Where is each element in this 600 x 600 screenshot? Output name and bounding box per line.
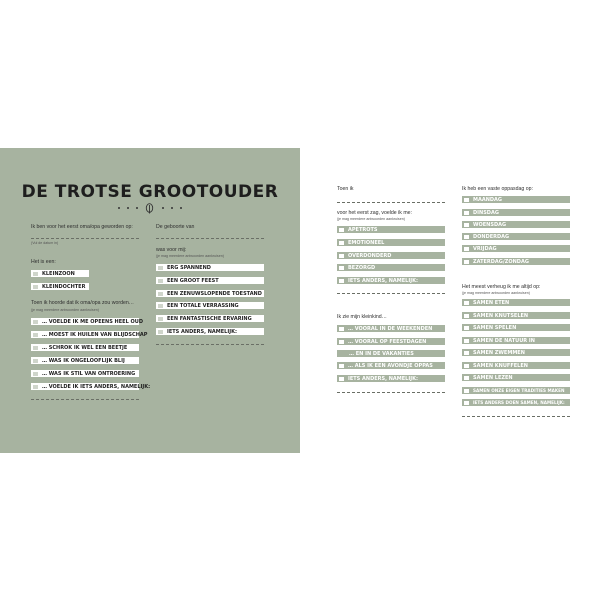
option-something-else-4[interactable]: IETS ANDERS, NAMELIJK:	[337, 375, 445, 382]
option-fantastic-experience[interactable]: EEN FANTASTISCHE ERVARING	[156, 315, 264, 322]
question-it-is-a: Het is een:	[31, 259, 56, 265]
question-when-i: Toen ik	[337, 186, 354, 192]
option-nerve-wracking[interactable]: EEN ZENUWSLOPENDE TOESTAND	[156, 290, 264, 297]
option-emotional[interactable]: EMOTIONEEL	[337, 239, 445, 246]
write-line-other[interactable]	[31, 399, 139, 400]
question-multi-hint-4: (je mag meerdere antwoorden aankruisen)	[462, 291, 530, 295]
write-line-name-2[interactable]	[337, 202, 445, 203]
option-babysit-evening[interactable]: … ALS IK EEN AVONDJE OPPAS	[337, 362, 445, 369]
write-line-name[interactable]	[156, 238, 264, 239]
option-weekend-day[interactable]: ZATERDAG/ZONDAG	[462, 258, 570, 265]
option-monday[interactable]: MAANDAG	[462, 196, 570, 203]
pen-nib-icon	[145, 203, 154, 214]
option-something-else-3[interactable]: IETS ANDERS, NAMELIJK:	[337, 277, 445, 284]
title-ornament	[118, 201, 182, 215]
option-craft-together[interactable]: SAMEN KNUTSELEN	[462, 312, 570, 319]
page-title: DE TROTSE GROOTOUDER	[21, 182, 279, 202]
question-when-heard: Toen ik hoorde dat ik oma/opa zou worden…	[31, 300, 134, 306]
write-line-date[interactable]	[31, 238, 139, 239]
option-play-together[interactable]: SAMEN SPELEN	[462, 324, 570, 331]
write-line-other-2[interactable]	[156, 344, 264, 345]
option-kleinzoon[interactable]: KLEINZOON	[31, 270, 89, 277]
question-look-forward: Het meest verheug ik me altijd op:	[462, 284, 541, 290]
option-cuddle-together[interactable]: SAMEN KNUFFELEN	[462, 362, 570, 369]
question-fixed-babysit-day: Ik heb een vaste oppasdag op:	[462, 186, 533, 192]
question-i-see-grandchild: Ik zie mijn kleinkind…	[337, 314, 387, 320]
write-line-other-3[interactable]	[337, 293, 445, 294]
option-very-happy[interactable]: … WAS IK ONGELOOFLIJK BLIJ	[31, 357, 139, 364]
question-was-for-me: was voor mij:	[156, 247, 187, 253]
question-multi-hint-3: (je mag meerdere antwoorden aankruisen)	[337, 217, 405, 221]
question-birth-of: De geboorte van	[156, 224, 195, 230]
question-multi-hint-2: (je mag meerdere antwoorden aankruisen)	[156, 254, 224, 258]
option-cried-joy[interactable]: … MOEST IK HUILEN VAN BLIJDSCHAP	[31, 331, 139, 338]
option-exciting[interactable]: ERG SPANNEND	[156, 264, 264, 271]
option-proud[interactable]: APETROTS	[337, 226, 445, 233]
question-date-hint: (Vul de datum in)	[31, 241, 59, 245]
option-moved[interactable]: … WAS IK STIL VAN ONTROERING	[31, 370, 139, 377]
option-something-else-5[interactable]: IETS ANDERS DOEN SAMEN, NAMELIJK:	[462, 399, 570, 406]
option-felt-old[interactable]: … VOELDE IK ME OPEENS HEEL OUD	[31, 318, 139, 325]
option-swim-together[interactable]: SAMEN ZWEMMEN	[462, 349, 570, 356]
option-wednesday[interactable]: WOENSDAG	[462, 221, 570, 228]
question-first-saw: voor het eerst zag, voelde ik me:	[337, 210, 412, 216]
option-worried[interactable]: BEZORGD	[337, 264, 445, 271]
option-holidays[interactable]: … VOORAL OP FEESTDAGEN	[337, 338, 445, 345]
option-total-surprise[interactable]: EEN TOTALE VERRASSING	[156, 302, 264, 309]
option-something-else[interactable]: … VOELDE IK IETS ANDERS, NAMELIJK:	[31, 383, 139, 390]
option-traditions[interactable]: SAMEN ONZE EIGEN TRADITIES MAKEN	[462, 387, 570, 394]
option-friday[interactable]: VRIJDAG	[462, 245, 570, 252]
option-read-together[interactable]: SAMEN LEZEN	[462, 374, 570, 381]
option-nature-together[interactable]: SAMEN DE NATUUR IN	[462, 337, 570, 344]
option-thursday[interactable]: DONDERDAG	[462, 233, 570, 240]
option-vacations[interactable]: … EN IN DE VAKANTIES	[337, 350, 445, 357]
option-something-else-2[interactable]: IETS ANDERS, NAMELIJK:	[156, 328, 264, 335]
write-line-other-4[interactable]	[337, 392, 445, 393]
option-startled[interactable]: … SCHROK IK WEL EEN BEETJE	[31, 344, 139, 351]
option-tuesday[interactable]: DINSDAG	[462, 209, 570, 216]
write-line-other-5[interactable]	[462, 416, 570, 417]
question-first-time-grandparent: Ik ben voor het eerst oma/opa geworden op:	[31, 224, 133, 230]
option-kleindochter[interactable]: KLEINDOCHTER	[31, 283, 89, 290]
option-weekends[interactable]: … VOORAL IN DE WEEKENDEN	[337, 325, 445, 332]
question-multi-hint: (je mag meerdere antwoorden aankruisen)	[31, 308, 99, 312]
option-big-party[interactable]: EEN GROOT FEEST	[156, 277, 264, 284]
option-overwhelmed[interactable]: OVERDONDERD	[337, 252, 445, 259]
option-eat-together[interactable]: SAMEN ETEN	[462, 299, 570, 306]
